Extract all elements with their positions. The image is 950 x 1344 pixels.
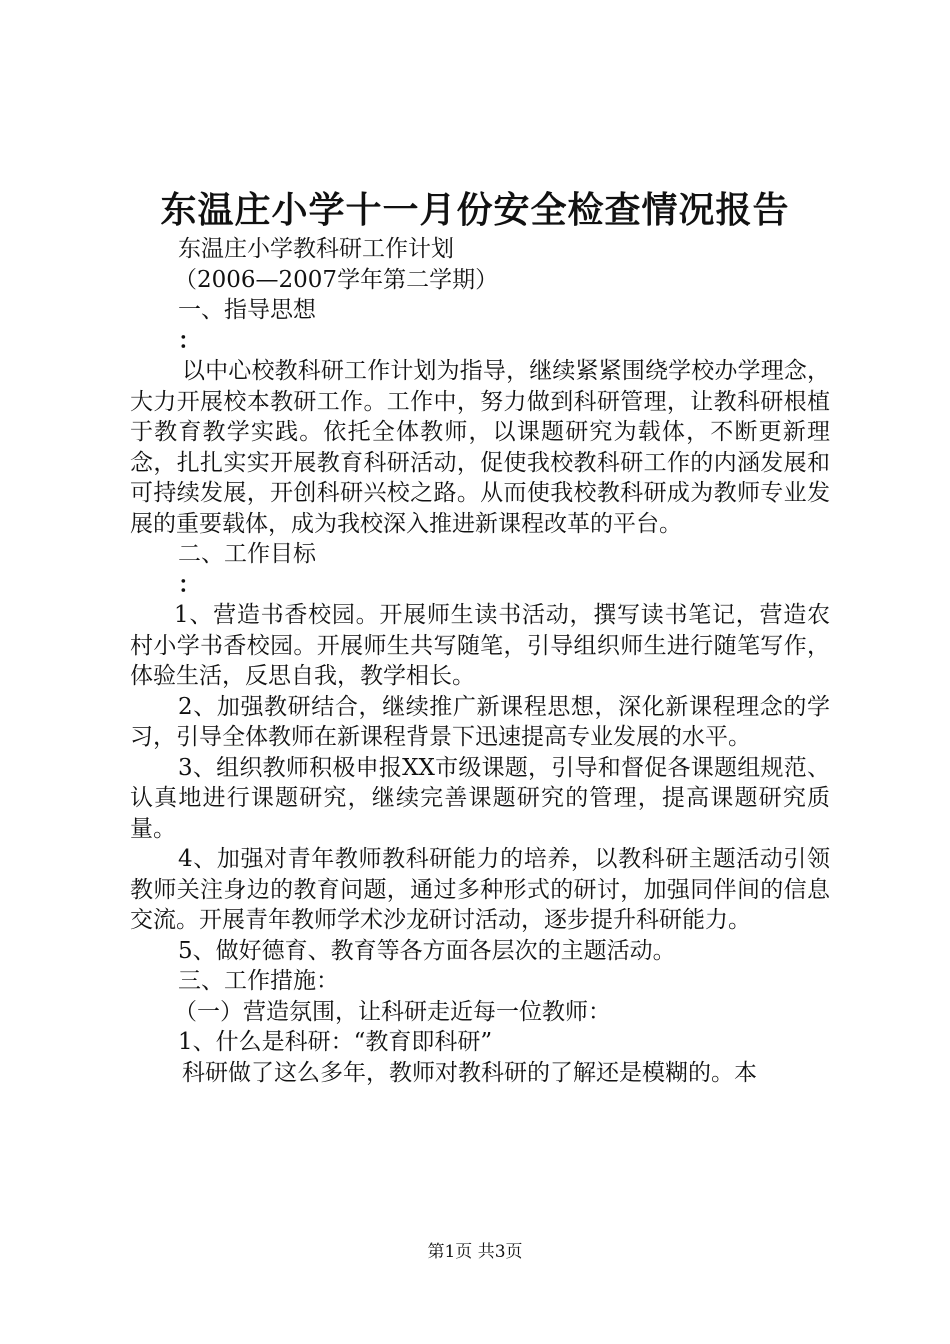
- heading-work-goals: 二、工作目标: [178, 541, 316, 567]
- paragraph-semester: （2006—2007学年第二学期）: [174, 266, 499, 293]
- measure-subheading-1: （一）营造氛围，让科研走近每一位教师：: [174, 998, 611, 1025]
- goal-item-5: 5、做好德育、教育等各方面各层次的主题活动。: [178, 937, 676, 964]
- goal-item-4: 4、加强对青年教师教科研能力的培养，以教科研主题活动引领教师关注身边的教育问题，通过多种形式的研讨，加强同伴间的信息交流。开展青年教师学术沙龙研讨活动，逐步提升科研能力。: [130, 846, 830, 933]
- paragraph-research-intro: 科研做了这么多年，教师对教科研的了解还是模糊的。本: [182, 1059, 757, 1086]
- heading-guiding-thought: 一、指导思想: [178, 297, 316, 323]
- document-body: [130, 234, 830, 1088]
- paragraph-guiding-thought: 以中心校教科研工作计划为指导，继续紧紧围绕学校办学理念，大力开展校本教研工作。工作中，努力做到科研管理，让教科研根植于教育教学实践。依托全体教师，以课题研究为载体，不断更新理念，扎扎实实开展教育科研活动，促使我校教科研工作的内涵发展和可持续发展，开创科研兴校之路。从而使我校教科研成为教师专业发展的重要载体，成为我校深入推进新课程改革的平台。: [130, 358, 830, 537]
- goal-item-3: 3、组织教师积极申报XX市级课题，引导和督促各课题组规范、认真地进行课题研究，继续完善课题研究的管理，提高课题研究质量。: [130, 754, 830, 842]
- measure-item-1: 1、什么是科研：“教育即科研”: [178, 1029, 493, 1055]
- page-footer: 第1页 共3页: [427, 1242, 523, 1262]
- goal-item-1: 1、营造书香校园。开展师生读书活动，撰写读书笔记，营造农村小学书香校园。开展师生共写随笔，引导组织师生进行随笔写作，体验生活，反思自我，教学相长。: [130, 602, 830, 689]
- goal-item-2: 2、加强教研结合，继续推广新课程思想，深化新课程理念的学习，引导全体教师在新课程背景下迅速提高专业发展的水平。: [130, 693, 830, 750]
- colon-line: ：: [178, 570, 201, 598]
- document-title: 东温庄小学十一月份安全检查情况报告: [160, 189, 790, 231]
- paragraph-plan-title: 东温庄小学教科研工作计划: [178, 236, 454, 262]
- heading-work-measures: 三、工作措施：: [178, 968, 339, 994]
- colon-line: ：: [178, 326, 201, 354]
